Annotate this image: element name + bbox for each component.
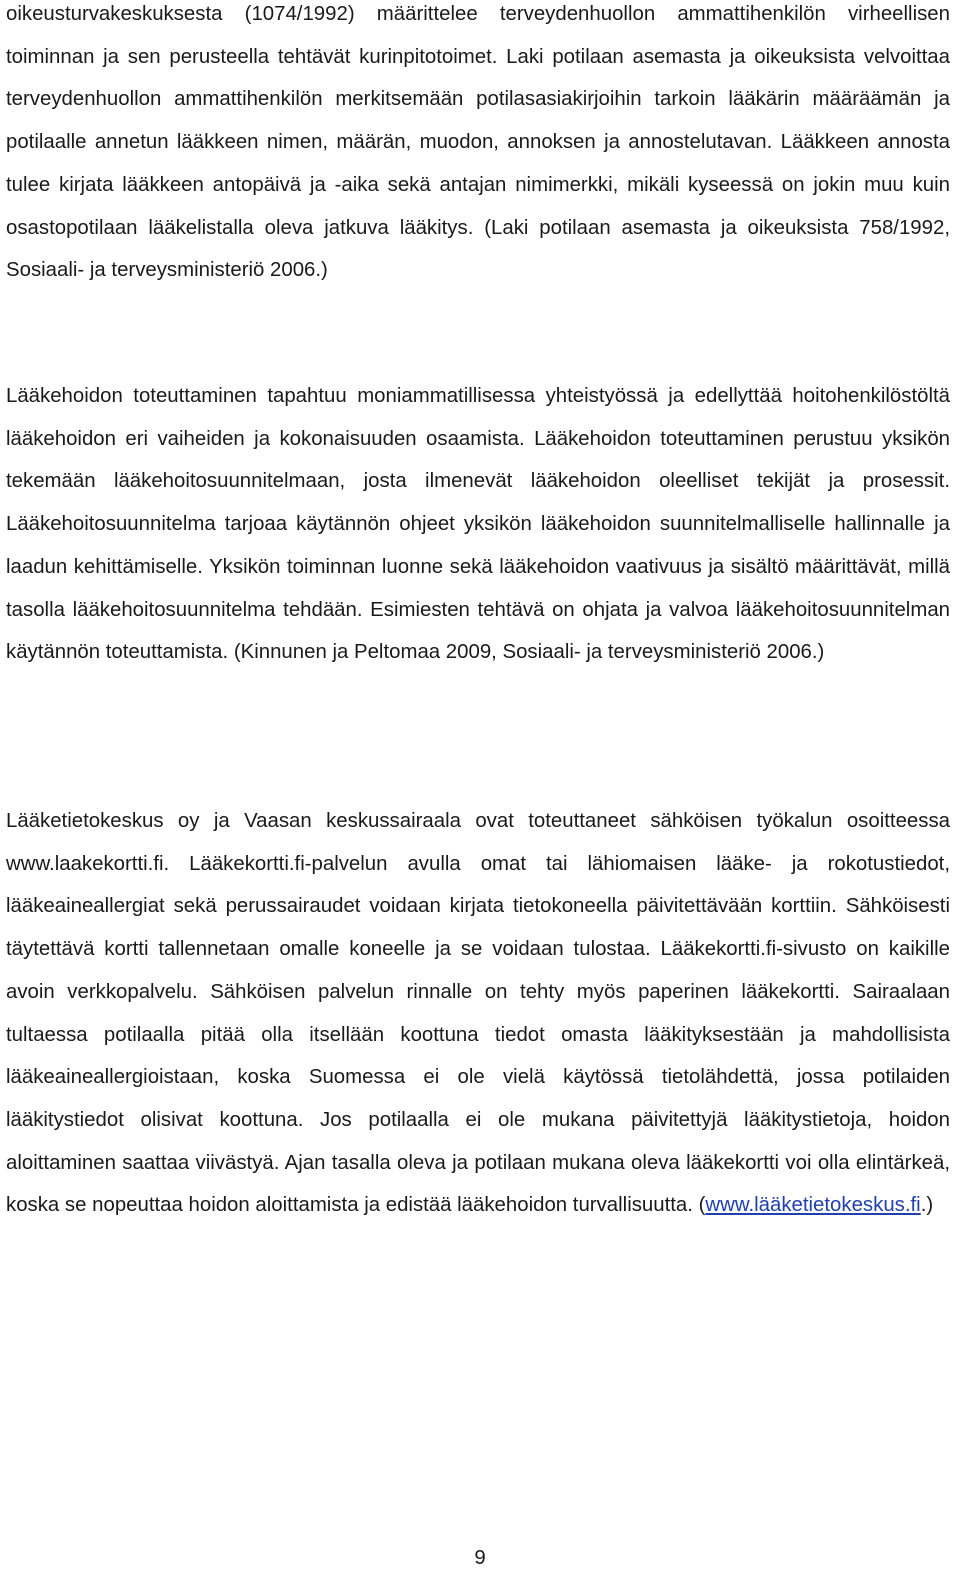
page-number: 9 xyxy=(474,1547,486,1569)
paragraph-medication-plan xyxy=(6,375,950,674)
laaketietokeskus-link[interactable]: www.lääketietokeskus.fi xyxy=(705,1194,921,1217)
paragraph-medication-card xyxy=(6,800,950,1227)
paragraph-medication-card-tail: .) xyxy=(920,1194,934,1217)
paragraph-legislation-text: oikeusturvakeskuksesta (1074/1992) määrittelee terveydenhuollon ammattihenkilön virheellisen toiminnan ja sen perusteella tehtävät kurinpitotoimet. Laki potilaan asemasta ja oikeuksista velvoittaa terveydenhuollon ammattihenkilön merkitsemään potilasasiakirjoihin tarkoin lääkärin määräämän ja potilaalle annetun lääkkeen nimen, määrän, muodon, annoksen ja annostelutavan. Lääkkeen annosta tulee kirjata lääkkeen antopäivä ja -aika sekä antajan nimimerkki, mikäli kyseessä on jokin muu kuin osastopotilaan lääkelistalla oleva jatkuva lääkitys. (Laki potilaan asemasta ja oikeuksista 758/1992, Sosiaali- ja terveysministeriö 2006.) xyxy=(6,3,950,282)
paragraph-legislation xyxy=(6,0,950,292)
paragraph-medication-plan-text: Lääkehoidon toteuttaminen tapahtuu moniammatillisessa yhteistyössä ja edellyttää hoitohenkilöstöltä lääkehoidon eri vaiheiden ja kokonaisuuden osaamista. Lääkehoidon toteuttaminen perustuu yksikön tekemään lääkehoitosuunnitelmaan, josta ilmenevät lääkehoidon oleelliset tekijät ja prosessit. Lääkehoitosuunnitelma tarjoaa käytännön ohjeet yksikön lääkehoidon suunnitelmalliselle hallinnalle ja laadun kehittämiselle. Yksikön toiminnan luonne sekä lääkehoidon vaativuus ja sisältö määrittävät, millä tasolla lääkehoitosuunnitelma tehdään. Esimiesten tehtävä on ohjata ja valvoa lääkehoitosuunnitelman käytännön toteuttamista. (Kinnunen ja Peltomaa 2009, Sosiaali- ja terveysministeriö 2006.) xyxy=(6,385,950,664)
paragraph-medication-card-text: Lääketietokeskus oy ja Vaasan keskussairaala ovat toteuttaneet sähköisen työkalun osoitteessa www.laakekortti.fi. Lääkekortti.fi-palvelun avulla omat tai lähiomaisen lääke- ja rokotustiedot, lääkeaineallergiat sekä perussairaudet voidaan kirjata tietokoneella päivitettävään korttiin. Sähköisesti täytettävä kortti tallennetaan omalle koneelle ja se voidaan tulostaa. Lääkekortti.fi-sivusto on kaikille avoin verkkopalvelu. Sähköisen palvelun rinnalle on tehty myös paperinen lääkekortti. Sairaalaan tultaessa potilaalla pitää olla itsellään koottuna tiedot omasta lääkityksestään ja mahdollisista lääkeaineallergioistaan, koska Suomessa ei ole vielä käytössä tietolähdettä, jossa potilaiden lääkitystiedot olisivat koottuna. Jos potilaalla ei ole mukana päivitettyjä lääkitystietoja, hoidon aloittaminen saattaa viivästyä. Ajan tasalla oleva ja potilaan mukana oleva lääkekortti voi olla elintärkeä, koska se nopeuttaa hoidon aloittamista ja edistää lääkehoidon turvallisuutta. ( xyxy=(6,810,950,1217)
